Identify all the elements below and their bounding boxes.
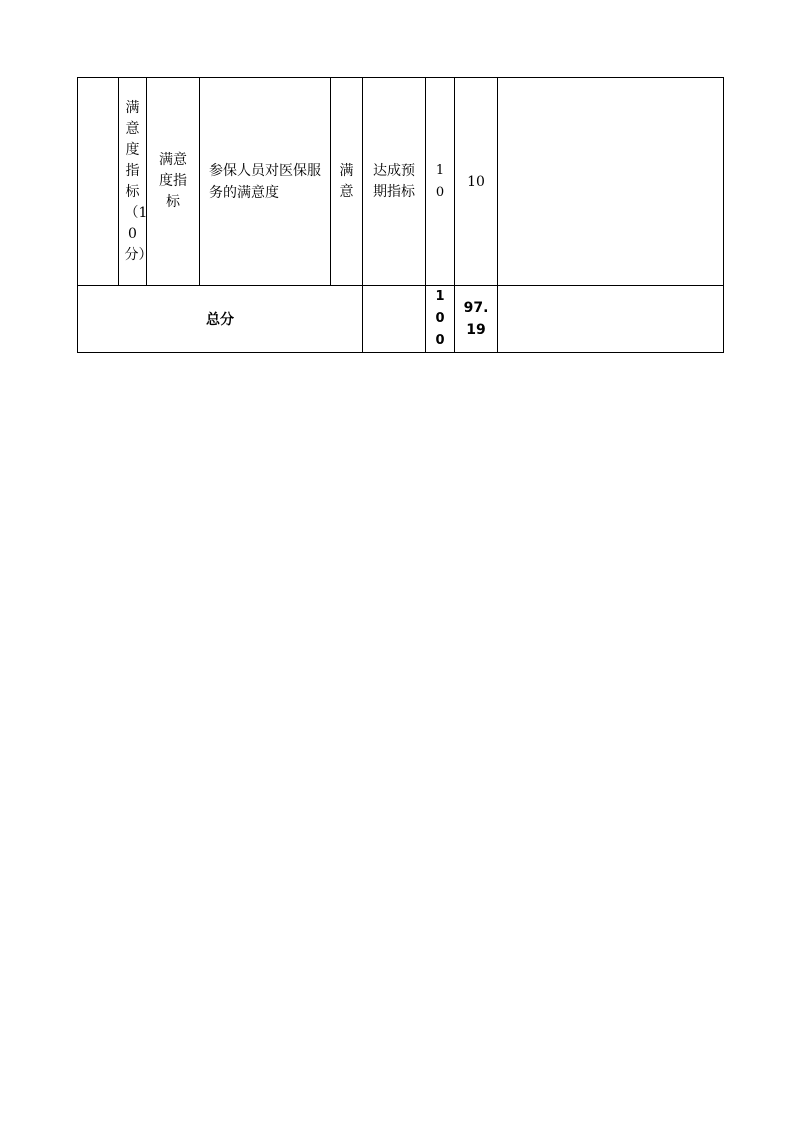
subcategory-text: 满意度指标 xyxy=(159,152,187,210)
total-row xyxy=(78,286,724,353)
weight-text: 10 xyxy=(435,162,445,200)
total-score-text: 97.19 xyxy=(463,300,489,338)
category-text: 满意度指标（10分） xyxy=(124,99,153,263)
total-label-cell xyxy=(78,286,363,353)
total-remark-cell xyxy=(498,286,724,353)
total-actual-cell xyxy=(363,286,426,353)
weight-cell xyxy=(426,78,455,286)
score-cell xyxy=(455,78,498,286)
actual-cell xyxy=(363,78,426,286)
subcategory-cell xyxy=(147,78,200,286)
score-text: 10 xyxy=(467,173,485,190)
target-cell xyxy=(331,78,363,286)
table-row xyxy=(78,78,724,286)
category-cell xyxy=(119,78,153,286)
performance-table xyxy=(77,77,724,353)
empty-cell xyxy=(78,78,119,286)
indicator-text: 参保人员对医保服务的满意度 xyxy=(209,162,321,201)
total-weight-text: 100 xyxy=(435,289,445,348)
actual-text: 达成预期指标 xyxy=(373,162,415,200)
total-score-cell xyxy=(455,286,498,353)
remark-cell xyxy=(498,78,724,286)
indicator-cell xyxy=(200,78,331,286)
target-text: 满意 xyxy=(339,162,354,200)
total-label: 总分 xyxy=(206,312,234,328)
total-weight-cell xyxy=(426,286,455,353)
